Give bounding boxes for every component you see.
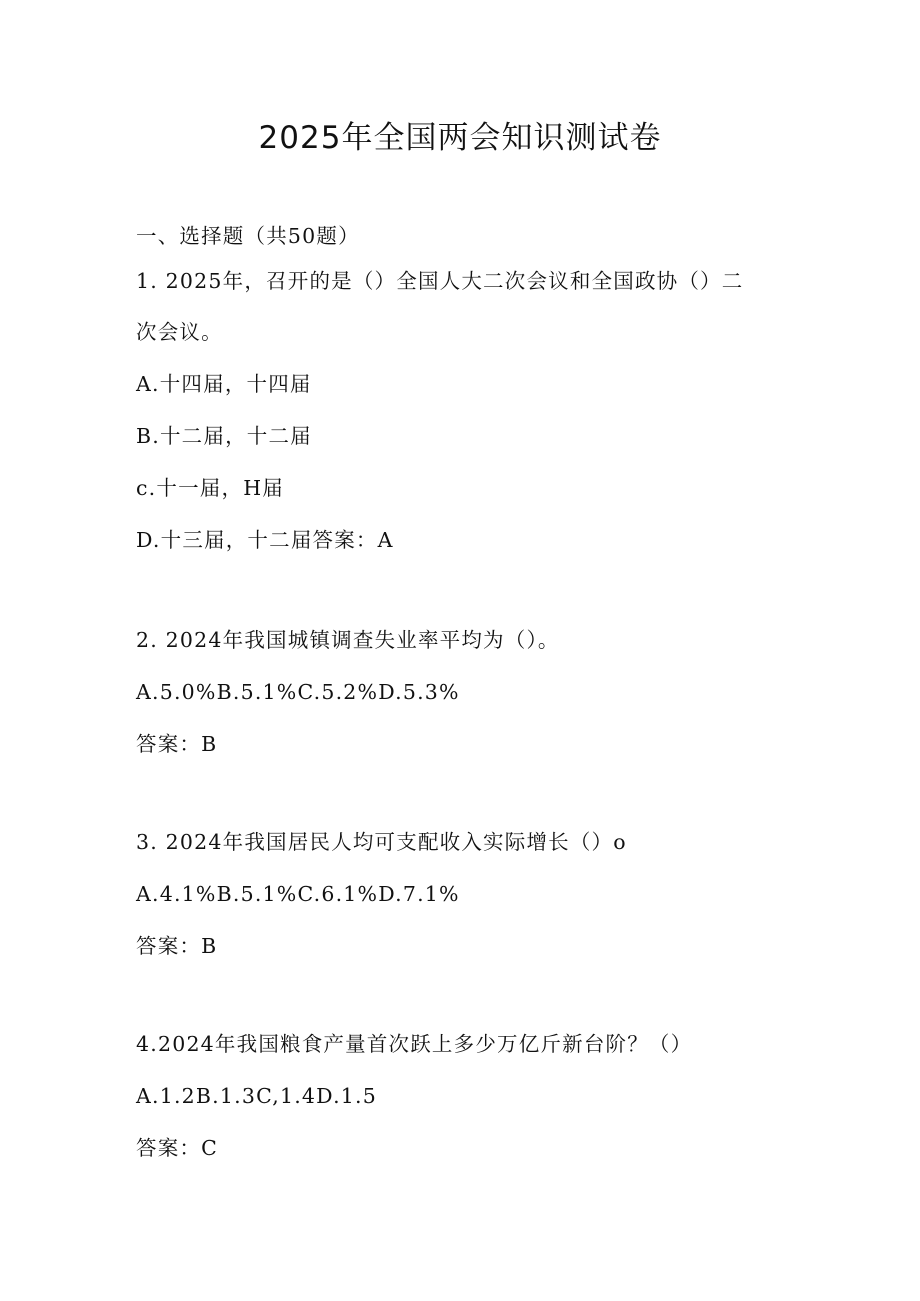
question-2-stem: 2. 2024年我国城镇调查失业率平均为（）。 — [136, 628, 560, 652]
question-1-stem-line1: 1. 2025年，召开的是（）全国人大二次会议和全国政协（）二 — [136, 269, 744, 293]
question-2-options: A.5.0%B.5.1%C.5.2%D.5.3% — [136, 680, 460, 704]
question-1-option-b: B.十二届，十二届 — [136, 424, 312, 448]
question-1-option-d-answer: D.十三届，十二届答案：A — [136, 528, 394, 552]
question-4-stem: 4.2024年我国粮食产量首次跃上多少万亿斤新台阶？（） — [136, 1032, 693, 1056]
question-4-answer: 答案：C — [136, 1136, 218, 1160]
question-4-options: A.1.2B.1.3C,1.4D.1.5 — [136, 1084, 378, 1108]
section-heading: 一、选择题（共50题） — [136, 224, 360, 248]
question-3-answer: 答案：B — [136, 934, 218, 958]
document-title: 2025年全国两会知识测试卷 — [258, 120, 662, 156]
question-1-option-c: c.十一届，H届 — [136, 476, 284, 500]
question-3-options: A.4.1%B.5.1%C.6.1%D.7.1% — [136, 882, 460, 906]
question-1-option-a: A.十四届，十四届 — [136, 372, 312, 396]
question-2-answer: 答案：B — [136, 732, 218, 756]
question-3-stem: 3. 2024年我国居民人均可支配收入实际增长（）o — [136, 830, 627, 854]
question-1-stem-line2: 次会议。 — [136, 320, 223, 344]
